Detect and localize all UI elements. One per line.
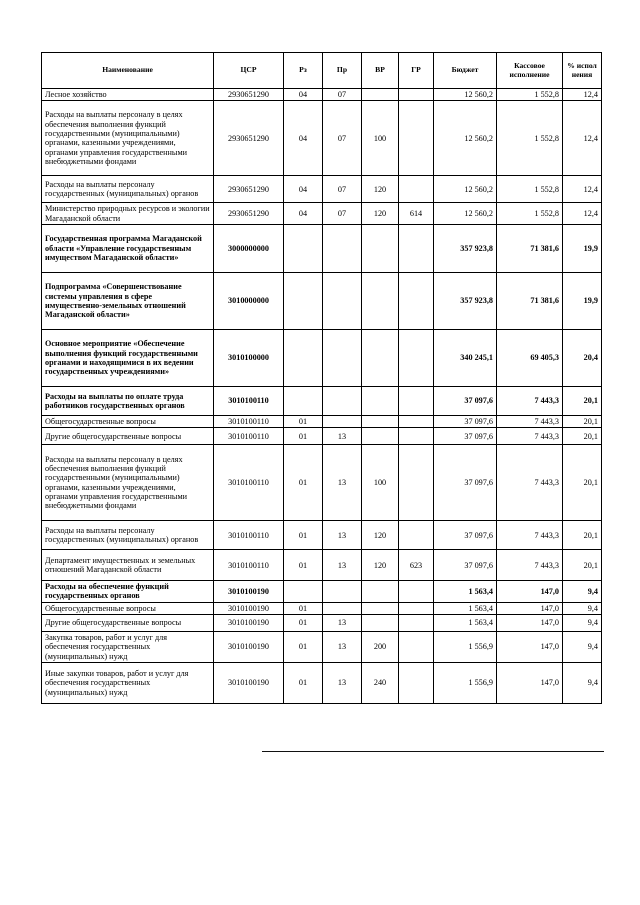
cash-cell: 147,0 bbox=[497, 602, 563, 614]
pr-cell: 13 bbox=[323, 615, 362, 632]
csr-cell: 3010100190 bbox=[214, 602, 284, 614]
table-row bbox=[42, 101, 602, 176]
cash-cell: 7 443,3 bbox=[497, 550, 563, 581]
csr-cell: 3010100110 bbox=[214, 428, 284, 445]
name-cell: Государственная программа Магаданской области «Управление государственным имуществом Магаданской области» bbox=[42, 224, 214, 272]
percent-cell: 20,1 bbox=[563, 521, 602, 550]
cash-cell: 7 443,3 bbox=[497, 445, 563, 521]
name-cell: Расходы на обеспечение функций государственных органов bbox=[42, 581, 214, 603]
budget-cell: 357 923,8 bbox=[434, 224, 497, 272]
percent-cell: 20,1 bbox=[563, 415, 602, 427]
budget-cell: 357 923,8 bbox=[434, 272, 497, 329]
pr-cell: 07 bbox=[323, 101, 362, 176]
gr-cell bbox=[399, 615, 434, 632]
gr-cell bbox=[399, 521, 434, 550]
pr-cell: 07 bbox=[323, 89, 362, 101]
rz-cell: 01 bbox=[284, 428, 323, 445]
name-cell: Министерство природных ресурсов и экологии Магаданской области bbox=[42, 203, 214, 225]
table-row bbox=[42, 329, 602, 386]
name-cell: Другие общегосударственные вопросы bbox=[42, 428, 214, 445]
budget-cell: 37 097,6 bbox=[434, 415, 497, 427]
table-row bbox=[42, 550, 602, 581]
pr-cell bbox=[323, 329, 362, 386]
header-budget: Бюджет bbox=[434, 53, 497, 89]
budget-cell: 37 097,6 bbox=[434, 521, 497, 550]
budget-cell: 37 097,6 bbox=[434, 386, 497, 415]
percent-cell: 9,4 bbox=[563, 632, 602, 663]
rz-cell: 01 bbox=[284, 615, 323, 632]
percent-cell: 19,9 bbox=[563, 272, 602, 329]
cash-cell: 7 443,3 bbox=[497, 415, 563, 427]
table-row bbox=[42, 386, 602, 415]
csr-cell: 2930651290 bbox=[214, 203, 284, 225]
pr-cell bbox=[323, 224, 362, 272]
percent-cell: 12,4 bbox=[563, 203, 602, 225]
name-cell: Расходы на выплаты персоналу государственных (муниципальных) органов bbox=[42, 176, 214, 203]
rz-cell bbox=[284, 272, 323, 329]
cash-cell: 71 381,6 bbox=[497, 272, 563, 329]
header-vr: ВР bbox=[362, 53, 399, 89]
csr-cell: 2930651290 bbox=[214, 176, 284, 203]
name-cell: Лесное хозяйство bbox=[42, 89, 214, 101]
cash-cell: 7 443,3 bbox=[497, 521, 563, 550]
pr-cell: 07 bbox=[323, 203, 362, 225]
csr-cell: 3010100110 bbox=[214, 415, 284, 427]
name-cell: Расходы на выплаты персоналу в целях обеспечения выполнения функций государственными (муниципальными) органами, казенными учреждениями, органами управления государственными внебюджетными фондами bbox=[42, 445, 214, 521]
vr-cell: 200 bbox=[362, 632, 399, 663]
rz-cell: 01 bbox=[284, 521, 323, 550]
table-row bbox=[42, 415, 602, 427]
budget-cell: 12 560,2 bbox=[434, 89, 497, 101]
budget-cell: 37 097,6 bbox=[434, 550, 497, 581]
gr-cell bbox=[399, 428, 434, 445]
table-body bbox=[42, 89, 602, 704]
csr-cell: 3010100190 bbox=[214, 632, 284, 663]
percent-cell: 9,4 bbox=[563, 615, 602, 632]
name-cell: Подпрограмма «Совершенствование системы управления в сфере имущественно-земельных отношений Магаданской области» bbox=[42, 272, 214, 329]
csr-cell: 3010100110 bbox=[214, 550, 284, 581]
table-row bbox=[42, 663, 602, 704]
vr-cell bbox=[362, 272, 399, 329]
gr-cell bbox=[399, 663, 434, 704]
pr-cell: 07 bbox=[323, 176, 362, 203]
csr-cell: 3010100110 bbox=[214, 521, 284, 550]
csr-cell: 2930651290 bbox=[214, 89, 284, 101]
pr-cell bbox=[323, 386, 362, 415]
vr-cell bbox=[362, 615, 399, 632]
cash-cell: 1 552,8 bbox=[497, 203, 563, 225]
table-row bbox=[42, 272, 602, 329]
gr-cell bbox=[399, 602, 434, 614]
name-cell: Расходы на выплаты персоналу государственных (муниципальных) органов bbox=[42, 521, 214, 550]
percent-cell: 12,4 bbox=[563, 89, 602, 101]
cash-cell: 1 552,8 bbox=[497, 176, 563, 203]
name-cell: Иные закупки товаров, работ и услуг для обеспечения государственных (муниципальных) нужд bbox=[42, 663, 214, 704]
name-cell: Основное мероприятие «Обеспечение выполнения функций государственными органами и находящимися в их ведении государственных учреждениями» bbox=[42, 329, 214, 386]
rz-cell: 01 bbox=[284, 663, 323, 704]
name-cell: Другие общегосударственные вопросы bbox=[42, 615, 214, 632]
budget-cell: 340 245,1 bbox=[434, 329, 497, 386]
budget-table bbox=[41, 52, 602, 704]
rz-cell: 04 bbox=[284, 203, 323, 225]
cash-cell: 1 552,8 bbox=[497, 101, 563, 176]
table-header-row bbox=[42, 53, 602, 89]
table-row bbox=[42, 581, 602, 603]
cash-cell: 147,0 bbox=[497, 581, 563, 603]
name-cell: Общегосударственные вопросы bbox=[42, 602, 214, 614]
pr-cell bbox=[323, 415, 362, 427]
rz-cell: 01 bbox=[284, 602, 323, 614]
header-gr: ГР bbox=[399, 53, 434, 89]
budget-cell: 1 563,4 bbox=[434, 615, 497, 632]
csr-cell: 3010100110 bbox=[214, 386, 284, 415]
cash-cell: 147,0 bbox=[497, 615, 563, 632]
cash-cell: 1 552,8 bbox=[497, 89, 563, 101]
vr-cell: 120 bbox=[362, 176, 399, 203]
vr-cell: 100 bbox=[362, 445, 399, 521]
vr-cell bbox=[362, 428, 399, 445]
gr-cell: 623 bbox=[399, 550, 434, 581]
vr-cell: 120 bbox=[362, 550, 399, 581]
vr-cell bbox=[362, 415, 399, 427]
csr-cell: 3010100190 bbox=[214, 615, 284, 632]
rz-cell: 01 bbox=[284, 632, 323, 663]
gr-cell bbox=[399, 415, 434, 427]
budget-cell: 12 560,2 bbox=[434, 203, 497, 225]
vr-cell: 120 bbox=[362, 203, 399, 225]
table-row bbox=[42, 632, 602, 663]
gr-cell bbox=[399, 101, 434, 176]
gr-cell bbox=[399, 224, 434, 272]
csr-cell: 3010100190 bbox=[214, 581, 284, 603]
pr-cell: 13 bbox=[323, 550, 362, 581]
gr-cell bbox=[399, 632, 434, 663]
gr-cell bbox=[399, 89, 434, 101]
cash-cell: 147,0 bbox=[497, 632, 563, 663]
percent-cell: 20,1 bbox=[563, 445, 602, 521]
percent-cell: 20,1 bbox=[563, 550, 602, 581]
table-row bbox=[42, 615, 602, 632]
signature-line bbox=[262, 751, 604, 752]
header-percent: % испол нения bbox=[563, 53, 602, 89]
pr-cell bbox=[323, 581, 362, 603]
csr-cell: 3000000000 bbox=[214, 224, 284, 272]
percent-cell: 9,4 bbox=[563, 581, 602, 603]
header-cash-execution: Кассовое исполнение bbox=[497, 53, 563, 89]
pr-cell: 13 bbox=[323, 428, 362, 445]
table-row bbox=[42, 521, 602, 550]
rz-cell: 01 bbox=[284, 550, 323, 581]
csr-cell: 3010000000 bbox=[214, 272, 284, 329]
rz-cell: 01 bbox=[284, 415, 323, 427]
name-cell: Департамент имущественных и земельных отношений Магаданской области bbox=[42, 550, 214, 581]
header-csr: ЦСР bbox=[214, 53, 284, 89]
header-rz: Рз bbox=[284, 53, 323, 89]
vr-cell bbox=[362, 89, 399, 101]
budget-cell: 1 563,4 bbox=[434, 602, 497, 614]
rz-cell bbox=[284, 386, 323, 415]
csr-cell: 3010100000 bbox=[214, 329, 284, 386]
pr-cell bbox=[323, 602, 362, 614]
budget-cell: 37 097,6 bbox=[434, 428, 497, 445]
vr-cell bbox=[362, 602, 399, 614]
table-row bbox=[42, 176, 602, 203]
budget-cell: 12 560,2 bbox=[434, 101, 497, 176]
percent-cell: 20,1 bbox=[563, 386, 602, 415]
budget-cell: 1 563,4 bbox=[434, 581, 497, 603]
budget-cell: 1 556,9 bbox=[434, 632, 497, 663]
header-pr: Пр bbox=[323, 53, 362, 89]
budget-cell: 12 560,2 bbox=[434, 176, 497, 203]
pr-cell: 13 bbox=[323, 521, 362, 550]
table-row bbox=[42, 602, 602, 614]
pr-cell: 13 bbox=[323, 445, 362, 521]
rz-cell: 04 bbox=[284, 101, 323, 176]
percent-cell: 9,4 bbox=[563, 663, 602, 704]
csr-cell: 3010100190 bbox=[214, 663, 284, 704]
rz-cell bbox=[284, 224, 323, 272]
csr-cell: 3010100110 bbox=[214, 445, 284, 521]
name-cell: Общегосударственные вопросы bbox=[42, 415, 214, 427]
pr-cell: 13 bbox=[323, 663, 362, 704]
rz-cell: 04 bbox=[284, 89, 323, 101]
rz-cell bbox=[284, 581, 323, 603]
gr-cell bbox=[399, 272, 434, 329]
percent-cell: 9,4 bbox=[563, 602, 602, 614]
vr-cell: 120 bbox=[362, 521, 399, 550]
gr-cell bbox=[399, 329, 434, 386]
vr-cell: 100 bbox=[362, 101, 399, 176]
table-row bbox=[42, 203, 602, 225]
vr-cell bbox=[362, 386, 399, 415]
percent-cell: 20,1 bbox=[563, 428, 602, 445]
pr-cell: 13 bbox=[323, 632, 362, 663]
name-cell: Расходы на выплаты по оплате труда работников государственных органов bbox=[42, 386, 214, 415]
cash-cell: 69 405,3 bbox=[497, 329, 563, 386]
percent-cell: 20,4 bbox=[563, 329, 602, 386]
gr-cell bbox=[399, 386, 434, 415]
cash-cell: 147,0 bbox=[497, 663, 563, 704]
vr-cell bbox=[362, 224, 399, 272]
rz-cell: 01 bbox=[284, 445, 323, 521]
budget-cell: 37 097,6 bbox=[434, 445, 497, 521]
table-row bbox=[42, 445, 602, 521]
table-row bbox=[42, 89, 602, 101]
cash-cell: 7 443,3 bbox=[497, 386, 563, 415]
vr-cell bbox=[362, 329, 399, 386]
gr-cell bbox=[399, 445, 434, 521]
vr-cell: 240 bbox=[362, 663, 399, 704]
percent-cell: 12,4 bbox=[563, 176, 602, 203]
table-row bbox=[42, 224, 602, 272]
csr-cell: 2930651290 bbox=[214, 101, 284, 176]
rz-cell: 04 bbox=[284, 176, 323, 203]
name-cell: Закупка товаров, работ и услуг для обеспечения государственных (муниципальных) нужд bbox=[42, 632, 214, 663]
rz-cell bbox=[284, 329, 323, 386]
name-cell: Расходы на выплаты персоналу в целях обеспечения выполнения функций государственными (муниципальными) органами, казенными учреждениями, органами управления государственными внебюджетными фондами bbox=[42, 101, 214, 176]
gr-cell bbox=[399, 581, 434, 603]
percent-cell: 19,9 bbox=[563, 224, 602, 272]
percent-cell: 12,4 bbox=[563, 101, 602, 176]
table-row bbox=[42, 428, 602, 445]
header-name: Наименование bbox=[42, 53, 214, 89]
budget-cell: 1 556,9 bbox=[434, 663, 497, 704]
pr-cell bbox=[323, 272, 362, 329]
gr-cell bbox=[399, 176, 434, 203]
gr-cell: 614 bbox=[399, 203, 434, 225]
cash-cell: 7 443,3 bbox=[497, 428, 563, 445]
cash-cell: 71 381,6 bbox=[497, 224, 563, 272]
vr-cell bbox=[362, 581, 399, 603]
